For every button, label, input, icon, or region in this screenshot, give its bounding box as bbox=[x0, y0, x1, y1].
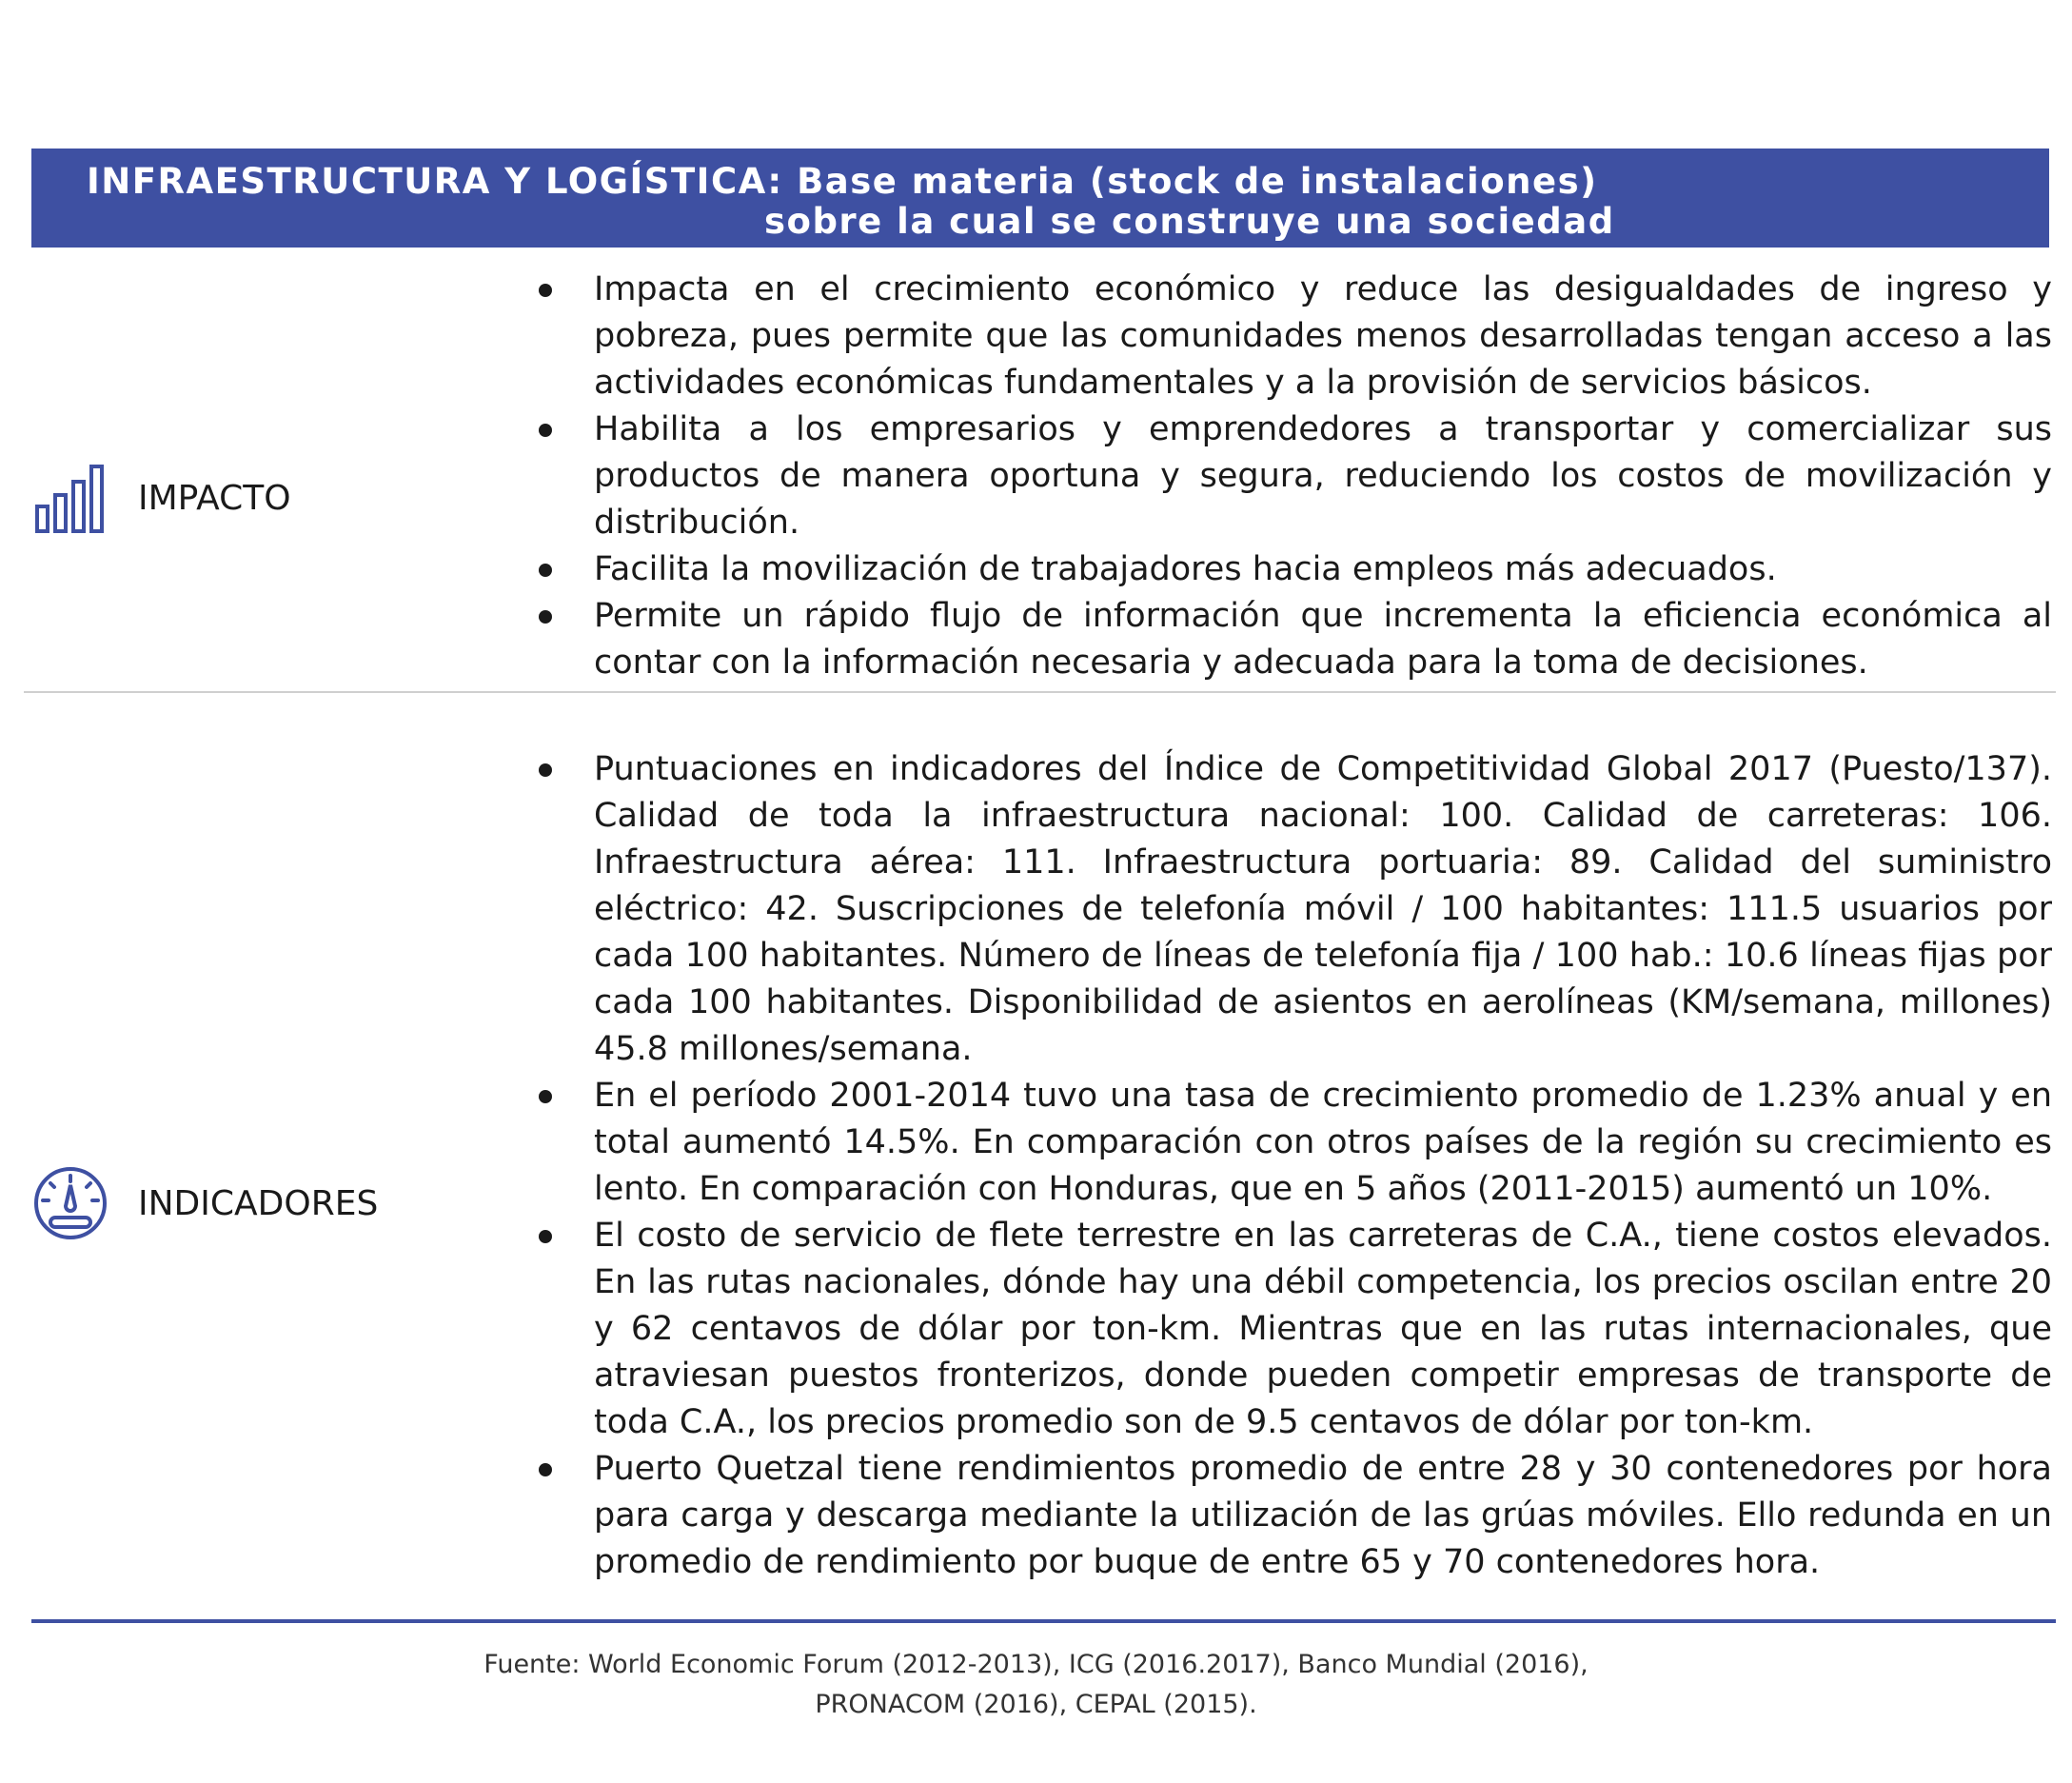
bullet-text: En el período 2001-2014 tuvo una tasa de crecimiento promedio de 1.23% anual y en total aumentó 14.5%. En comparación con otros países de la región su crecimiento es lento. En comparación con Honduras, que en 5 años (2011-2015) aumentó un 10%. bbox=[594, 1077, 2052, 1208]
bullet-dot bbox=[539, 284, 552, 297]
impacto-label-group bbox=[31, 459, 291, 537]
list-item bbox=[533, 1213, 2052, 1446]
header-bar bbox=[31, 149, 2049, 248]
bullet-dot bbox=[539, 1090, 552, 1103]
header-title-line2: sobre la cual se construye una sociedad bbox=[764, 201, 1615, 242]
bullet-text: Puntuaciones en indicadores del Índice de Competitividad Global 2017 (Puesto/137). Calidad de toda la infraestructura nacional: 100. Calidad de carreteras: 106. Infraestructura aérea: 111. Infraestructura portuaria: 89. Calidad del suministro eléctrico: 42. Suscripciones de telefonía móvil / 100 habitantes: 111.5 usuarios por cada 100 habitantes. Número de líneas de telefonía fija / 100 hab.: 10.6 líneas fijas por cada 100 habitantes. Disponibilidad de asientos en aerolíneas (KM/semana, millones) 45.8 millones/semana. bbox=[594, 750, 2052, 1068]
bullet-dot bbox=[539, 1463, 552, 1476]
footer-divider bbox=[31, 1619, 2056, 1623]
bullet-text: Habilita a los empresarios y emprendedores a transportar y comercializar sus productos de manera oportuna y segura, reduciendo los costos de movilización y distribución. bbox=[594, 410, 2052, 542]
section-divider bbox=[24, 691, 2056, 693]
gauge-icon bbox=[31, 1164, 109, 1242]
indicadores-bullet-list bbox=[533, 746, 2052, 1586]
bar-chart-icon bbox=[31, 459, 109, 537]
list-item bbox=[533, 406, 2052, 546]
bullet-dot bbox=[539, 1230, 552, 1243]
source-line1: Fuente: World Economic Forum (2012-2013), ICG (2016.2017), Banco Mundial (2016), bbox=[483, 1650, 1589, 1679]
bullet-text: Permite un rápido flujo de información que incrementa la eficiencia económica al contar con la información necesaria y adecuada para la toma de decisiones. bbox=[594, 597, 2052, 682]
bullet-dot bbox=[539, 424, 552, 437]
bullet-text: Puerto Quetzal tiene rendimientos promedio de entre 28 y 30 contenedores por hora para carga y descarga mediante la utilización de las grúas móviles. Ello redunda en un promedio de rendimiento por buque de entre 65 y 70 contenedores hora. bbox=[594, 1450, 2052, 1581]
bullet-text: Facilita la movilización de trabajadores hacia empleos más adecuados. bbox=[594, 550, 1777, 588]
bullet-text: El costo de servicio de flete terrestre en las carreteras de C.A., tiene costos elevados. En las rutas nacionales, dónde hay una débil competencia, los precios oscilan entre 20 y 62 centavos de dólar por ton-km. Mientras que en las rutas internacionales, que atraviesan puestos fronterizos, donde pueden competir empresas de transporte de toda C.A., los precios promedio son de 9.5 centavos de dólar por ton-km. bbox=[594, 1217, 2052, 1441]
source-line2: PRONACOM (2016), CEPAL (2015). bbox=[815, 1690, 1257, 1719]
list-item bbox=[533, 593, 2052, 686]
list-item bbox=[533, 267, 2052, 406]
list-item bbox=[533, 546, 2052, 593]
list-item bbox=[533, 746, 2052, 1073]
indicadores-label-group bbox=[31, 1164, 378, 1242]
bullet-text: Impacta en el crecimiento económico y reduce las desigualdades de ingreso y pobreza, pues permite que las comunidades menos desarrolladas tengan acceso a las actividades económicas fundamentales y a la provisión de servicios básicos. bbox=[594, 270, 2052, 402]
indicadores-label: INDICADORES bbox=[138, 1183, 379, 1223]
bullet-dot bbox=[539, 564, 552, 577]
bullet-dot bbox=[539, 610, 552, 624]
impacto-bullet-list bbox=[533, 267, 2052, 686]
impacto-label: IMPACTO bbox=[138, 478, 291, 518]
list-item bbox=[533, 1073, 2052, 1213]
list-item bbox=[533, 1446, 2052, 1586]
header-title-line1: INFRAESTRUCTURA Y LOGÍSTICA: Base materia (stock de instalaciones) bbox=[87, 161, 1598, 202]
bullet-dot bbox=[539, 763, 552, 777]
source-note bbox=[0, 1645, 2072, 1725]
